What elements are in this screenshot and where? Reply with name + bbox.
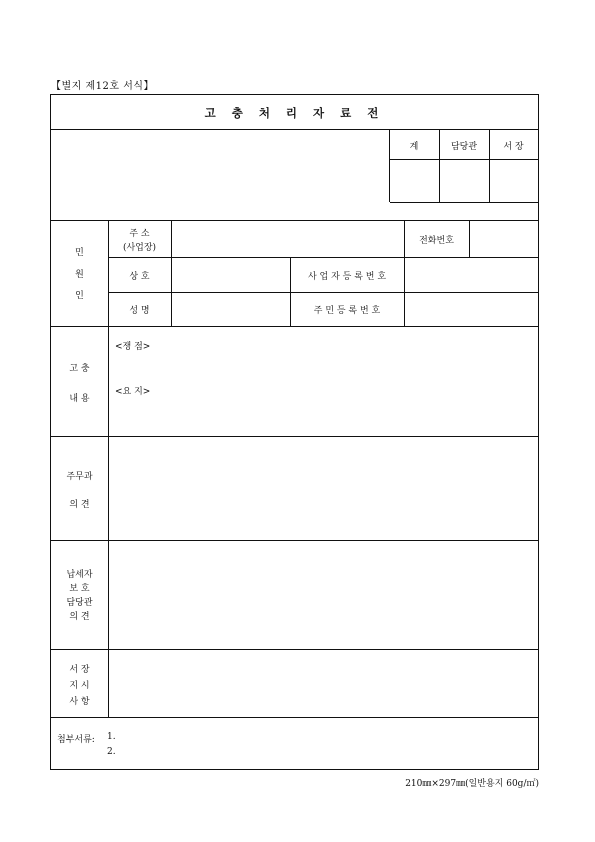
protection-label-1: 납세자	[66, 570, 93, 580]
attachments-label: 첨부서류:	[57, 735, 95, 745]
grievance-field[interactable]	[109, 327, 538, 436]
grievance-label-2: 내 용	[69, 394, 90, 404]
dept-opinion-field[interactable]	[109, 437, 538, 540]
applicant-label-1: 민	[75, 248, 84, 258]
resident-reg-field[interactable]	[405, 293, 538, 326]
biz-reg-label: 사 업 자 등 록 번 호	[307, 272, 387, 282]
name-label: 성 명	[129, 306, 150, 316]
form-number: 【별지 제12호 서식】	[51, 81, 155, 92]
point-label: <쟁 점>	[115, 342, 151, 352]
protection-label-2: 보 호	[69, 584, 90, 594]
chief-instruction-field[interactable]	[109, 650, 538, 717]
attachment-item-1: 1.	[107, 732, 116, 742]
approval-col-1: 계	[409, 142, 419, 152]
address-sub-label: (사업장)	[122, 243, 157, 253]
trade-name-label: 상 호	[129, 272, 150, 282]
form-title: 고 충 처 리 자 료 전	[204, 106, 385, 120]
address-field[interactable]	[172, 221, 404, 257]
resident-reg-label: 주 민 등 록 번 호	[313, 306, 381, 316]
biz-reg-field[interactable]	[405, 258, 538, 292]
protection-label-3: 담당관	[66, 598, 93, 608]
chief-label-3: 사 항	[69, 697, 90, 707]
name-field[interactable]	[172, 293, 290, 326]
approval-col-2: 담당관	[450, 142, 478, 152]
chief-label-1: 서 장	[69, 665, 90, 675]
dept-opinion-label-1: 주무과	[66, 472, 93, 482]
phone-field[interactable]	[470, 221, 538, 257]
approval-sign-1[interactable]	[390, 160, 439, 202]
paper-spec: 210㎜×297㎜(일반용지 60g/㎡)	[405, 779, 539, 789]
address-label: 주 소	[129, 229, 150, 239]
approval-sign-3[interactable]	[490, 160, 538, 202]
dept-opinion-label-2: 의 견	[69, 500, 90, 510]
trade-name-field[interactable]	[172, 258, 290, 292]
protection-opinion-field[interactable]	[109, 541, 538, 649]
approval-sign-2[interactable]	[440, 160, 489, 202]
approval-col-3: 서 장	[503, 142, 524, 152]
form-frame	[50, 94, 539, 770]
summary-label: <요 지>	[115, 387, 151, 397]
grievance-label-1: 고 충	[69, 364, 90, 374]
attachment-item-2: 2.	[107, 747, 116, 757]
chief-label-2: 지 시	[69, 681, 90, 691]
phone-label: 전화번호	[419, 236, 454, 246]
applicant-label-3: 인	[75, 291, 84, 301]
protection-label-4: 의 견	[69, 612, 90, 622]
applicant-label-2: 원	[75, 270, 84, 280]
